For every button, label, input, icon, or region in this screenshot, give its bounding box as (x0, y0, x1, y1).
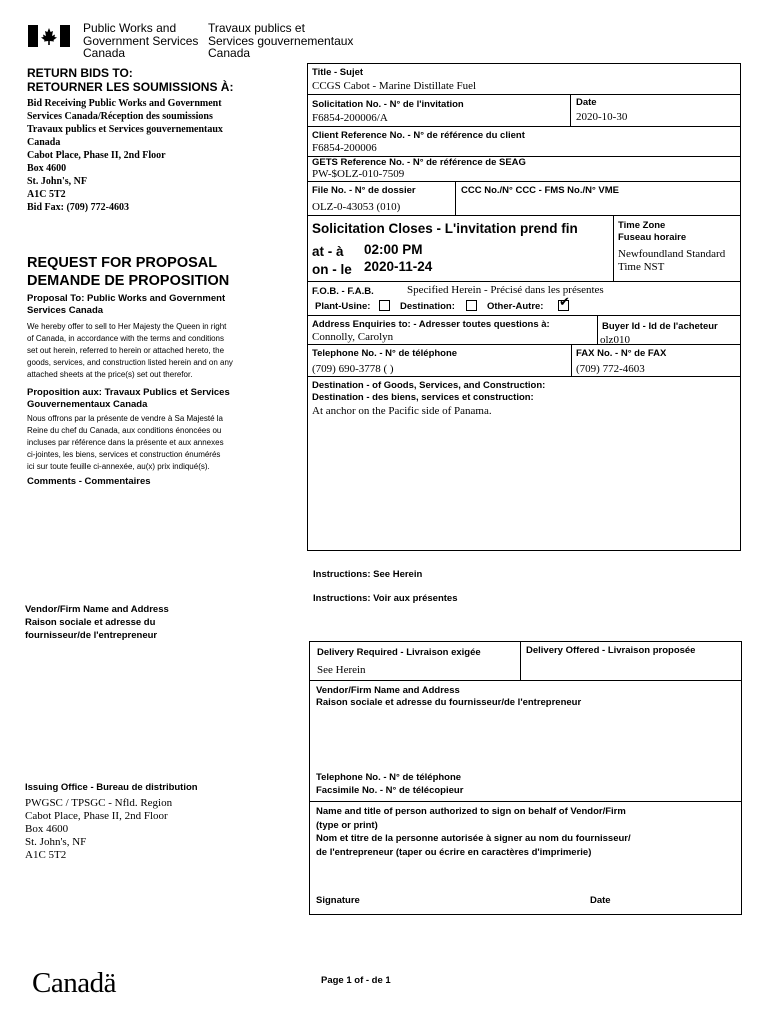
buyer-id-label: Buyer Id - Id de l'acheteur (602, 321, 718, 332)
canada-flag-icon (28, 25, 70, 47)
signature-label: Signature (316, 895, 360, 906)
plant-checkbox[interactable] (379, 300, 390, 311)
fax-label: FAX No. - N° de FAX (576, 348, 667, 359)
return-bids-title-en: RETURN BIDS TO: (27, 66, 133, 80)
return-bids-address: Bid Receiving Public Works and Government Services Canada/Réception des soumissions Travaux publics et Services gouvernementaux Canada Cabot Place, Phase II, 2nd Floor Box 4600 St. John's, NF A1C 5T2 Bid Fax: (709) 772-4603 (27, 98, 223, 213)
destination-checkbox[interactable] (466, 300, 477, 311)
title-value: CCGS Cabot - Marine Distillate Fuel (312, 80, 477, 92)
delivery-required-value: See Herein (317, 664, 366, 676)
fob-label: F.O.B. - F.A.B. (312, 286, 374, 297)
telephone-value: (709) 690-3778 ( ) (312, 363, 394, 375)
closes-on-label: on - le (312, 262, 352, 277)
return-bids-title-fr: RETOURNER LES SOUMISSIONS À: (27, 80, 234, 94)
file-number-label: File No. - N° de dossier (312, 185, 416, 196)
issuing-office-label: Issuing Office - Bureau de distribution (25, 782, 198, 793)
client-reference-value: F6854-200006 (312, 142, 377, 154)
date-label: Date (576, 97, 597, 108)
vendor-phone-fax-label: Telephone No. - N° de téléphone Facsimile No. - N° de télécopieur (316, 772, 464, 796)
authorized-signatory-label: Name and title of person authorized to sign on behalf of Vendor/Firm (type or print) Nom et titre de la personne autorisée à signer au nom du fournisseur/ de l'entrepreneur (taper ou écrire en caractères d'imprimerie) (316, 806, 631, 858)
address-enquiries-label: Address Enquiries to: - Adresser toutes questions à: (312, 319, 550, 330)
time-zone-label: Time Zone Fuseau horaire (618, 220, 687, 243)
closes-at-label: at - à (312, 244, 344, 259)
canada-wordmark: Canadä (32, 967, 116, 999)
rfp-title-en: REQUEST FOR PROPOSAL (27, 255, 218, 271)
destination-goods-label: Destination - of Goods, Services, and Construction: Destination - des biens, services et construction: (312, 380, 546, 403)
instructions-fr: Instructions: Voir aux présentes (313, 593, 458, 604)
ccc-number-label: CCC No./N° CCC - FMS No./N° VME (461, 185, 620, 196)
destination-goods-value: At anchor on the Pacific side of Panama. (312, 405, 492, 417)
issuing-office-address: PWGSC / TPSGC - Nfld. Region Cabot Place, Phase II, 2nd Floor Box 4600 St. John's, NF A1C 5T2 (25, 797, 173, 861)
other-checkmark-icon: ✔ (559, 295, 570, 310)
vendor-left-label: Vendor/Firm Name and Address Raison sociale et adresse du fournisseur/de l'entrepreneur (25, 604, 169, 641)
fax-value: (709) 772-4603 (576, 363, 645, 375)
proposition-text: Nous offrons par la présente de vendre à Sa Majesté la Reine du chef du Canada, aux conditions énoncées ou incluses par référence dans la présente et aux annexes ci-jointes, les biens, services et construction énumérés ici sur toute feuille ci-annexée, au(x) prix indiqué(s). (27, 414, 224, 471)
solicitation-number-value: F6854-200006/A (312, 112, 388, 124)
rfp-title-fr: DEMANDE DE PROPOSITION (27, 273, 230, 289)
telephone-label: Telephone No. - N° de téléphone (312, 348, 458, 359)
delivery-offered-label: Delivery Offered - Livraison proposée (526, 645, 696, 656)
comments-label: Comments - Commentaires (27, 476, 151, 487)
other-label: Other-Autre: (487, 301, 544, 312)
gets-reference-label: GETS Reference No. - N° de référence de SEAG (312, 157, 526, 168)
instructions-en: Instructions: See Herein (313, 569, 423, 580)
fob-value: Specified Herein - Précisé dans les présentes (407, 284, 604, 296)
client-reference-label: Client Reference No. - N° de référence du client (312, 130, 525, 141)
title-label: Title - Sujet (312, 67, 364, 78)
solicitation-number-label: Solicitation No. - N° de l'invitation (312, 99, 464, 110)
proposal-to-text: We hereby offer to sell to Her Majesty the Queen in right of Canada, in accordance with the terms and conditions set out herein, referred to herein or attached hereto, the goods, services, and construction listed herein and on any attached sheets at the price(s) set out therefor. (27, 322, 233, 379)
delivery-required-label: Delivery Required - Livraison exigée (317, 647, 481, 658)
plant-label: Plant-Usine: (315, 301, 371, 312)
buyer-id-value: olz010 (600, 334, 630, 346)
proposition-label: Proposition aux: Travaux Publics et Services Gouvernementaux Canada (27, 387, 230, 410)
signature-date-label: Date (590, 895, 611, 906)
closes-on-value: 2020-11-24 (364, 259, 433, 274)
date-value: 2020-10-30 (576, 111, 628, 123)
proposal-to-label: Proposal To: Public Works and Government Services Canada (27, 293, 226, 316)
destination-label: Destination: (400, 301, 455, 312)
gets-reference-value: PW-$OLZ-010-7509 (312, 168, 405, 180)
time-zone-value: Newfoundland Standard Time NST (618, 248, 726, 273)
department-name-en: Public Works and Government Services Canada (83, 21, 199, 60)
vendor-name-address-label: Vendor/Firm Name and Address Raison sociale et adresse du fournisseur/de l'entrepreneur (316, 685, 582, 708)
file-number-value: OLZ-0-43053 (010) (312, 201, 401, 213)
department-name-fr: Travaux publics et Services gouvernementaux Canada (208, 21, 354, 60)
closes-at-value: 02:00 PM (364, 242, 423, 257)
page-number: Page 1 of - de 1 (321, 975, 391, 986)
solicitation-closes-title: Solicitation Closes - L'invitation prend fin (312, 221, 578, 236)
address-enquiries-value: Connolly, Carolyn (312, 331, 394, 343)
